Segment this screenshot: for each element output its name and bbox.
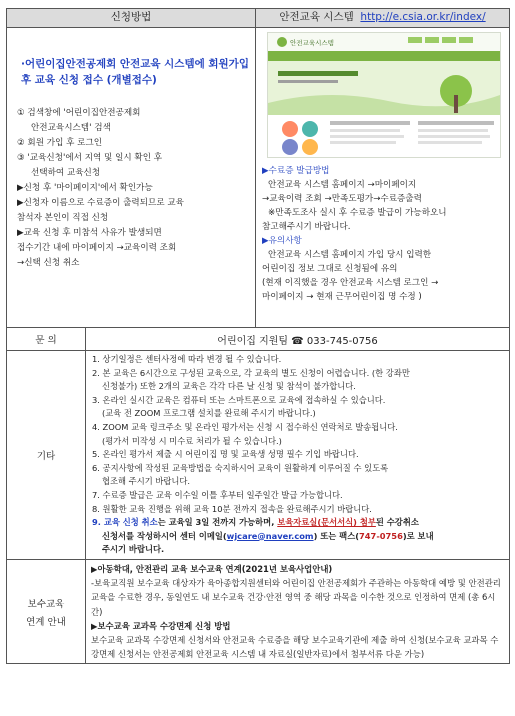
system-cell — [256, 28, 510, 328]
etc-item-sub: (교육 전 ZOOM 프로그램 설치를 완료해 주시기 바랍니다.) — [102, 408, 316, 419]
connect-row — [7, 559, 510, 663]
connect-title: ▶보수교육 교과목 수강면제 신청 방법 — [91, 620, 231, 631]
etc-cell — [86, 351, 510, 560]
connect-body: -보육교직원 보수교육 대상자가 육아종합지원센터와 어린이집 안전공제회가 주관하는 아동학대 예방 및 안전관리 교육을 수료한 경우, 동일연도 내 보수교육 건강·안전 영역 중 해당 과목을 이수한 것으로 인정하여 면제 (총 6시간) — [91, 578, 501, 617]
etc-item: 7. 수료증 발급은 교육 이수일 이틀 후부터 일주일간 발급 가능합니다. — [92, 489, 343, 500]
step-line: ▶교육 신청 후 미참석 사유가 발생되면 — [17, 228, 162, 238]
connect-label: 보수교육 연계 안내 — [7, 559, 86, 663]
etc-row — [7, 351, 510, 560]
step-line: 참석자 본인이 직접 신청 — [17, 213, 109, 223]
etc-item-sub: (평가서 미작성 시 미수료 처리가 될 수 있습니다.) — [102, 435, 282, 446]
site-logo-icon — [277, 37, 287, 47]
method-row — [7, 28, 510, 328]
header-row — [7, 9, 510, 28]
method-header: 신청방법 — [7, 9, 256, 28]
contact-row — [7, 328, 510, 351]
etc-item: 5. 온라인 평가서 제출 시 어린이집 명 및 교육생 성명 필수 기입 바랍니다. — [92, 449, 359, 460]
step-line: →신택 신청 취소 — [17, 258, 80, 268]
email-link[interactable]: wjcare@naver.com — [226, 530, 314, 541]
step-line: 선택하여 교육신청 — [31, 168, 101, 178]
connect-title: ▶아동학대, 안전관리 교육 보수교육 연계(2021년 보육사업안내) — [91, 563, 333, 574]
etc-item-cancel-sub: 주시기 바랍니다. — [102, 544, 165, 555]
step-line: ① 검색창에 '어린이집안전공제회 — [17, 108, 141, 118]
site-title: 안전교육시스템 — [289, 39, 334, 47]
etc-item: 3. 온라인 실시간 교육은 컴퓨터 또는 스마트폰으로 교육에 접속하실 수 있습니다. — [92, 394, 386, 405]
step-line: 안전교육시스템' 검색 — [31, 123, 111, 133]
system-screenshot-graphic — [268, 33, 500, 157]
step-line: ③ '교육신청'에서 지역 및 일시 확인 후 — [17, 153, 163, 163]
etc-item-sub: 신청불가) 또한 2개의 교육은 각각 다른 날 신청 및 참석이 불가합니다. — [102, 381, 356, 392]
step-list — [17, 106, 249, 271]
step-line: ▶신청자 이름으로 수료증이 출력되므로 교육 — [17, 198, 184, 208]
form-attachment-link[interactable]: 보육자료실(문서서식) 첨부 — [277, 517, 376, 528]
note-line: 마이페이지 → 현재 근무어린이집 명 수정 ) — [262, 292, 422, 302]
system-label: 안전교육 시스템 — [279, 11, 354, 23]
cert-line: 안전교육 시스템 홈페이지 →마이페이지 — [268, 180, 417, 190]
etc-item-cancel: 9. 교육 신청 취소는 교육일 3일 전까지 가능하며, 보육자료실(문서서식) 첨부된 수강취소 — [92, 517, 419, 528]
cert-line: →교육이력 조회 →만족도평가→수료증출력 — [262, 194, 422, 204]
system-url-link[interactable]: http://e.csia.or.kr/index/ — [360, 11, 486, 23]
step-line: ② 회원 가입 후 로그인 — [17, 138, 103, 148]
etc-item-cancel-sub: 신청서를 작성하시어 센터 이메일(wjcare@naver.com) 또는 팩스(747-0756)로 보내 — [102, 530, 434, 541]
etc-item-sub: 협조해 주시기 바랍니다. — [102, 476, 191, 487]
connect-body: 보수교육 교과목 수강면제 신청서와 안전교육 수료증을 해당 보수교육기관에 제출 하여 신청(보수교육 교과목 수강면제 신청서는 안전공제회 안전교육 시스템 내 자료실(일반자료)에서 첨부서류 다운 가능) — [91, 634, 499, 660]
method-headline: ·어린이집안전공제회 안전교육 시스템에 회원가입 후 교육 신청 접수 (개별접수) — [21, 58, 249, 86]
method-cell — [7, 28, 256, 328]
etc-item: 2. 본 교육은 6시간으로 구성된 교육으로, 각 교육의 별도 신청이 어렵습니다. (한 강좌만 — [92, 367, 410, 378]
connect-cell — [86, 559, 510, 663]
info-table — [6, 8, 510, 664]
etc-list — [86, 351, 509, 559]
etc-item: 4. ZOOM 교육 링크주소 및 온라인 평가서는 신청 시 접수하신 연락처로 발송됩니다. — [92, 421, 398, 432]
step-line: 접수기간 내에 마이페이지 →교육이력 조회 — [17, 243, 177, 253]
etc-item: 6. 공지사항에 작성된 교육방법을 숙지하시어 교육이 원활하게 이루어질 수 있도록 — [92, 462, 389, 473]
cert-line: ※만족도조사 실시 후 수료증 발급이 가능하오니 — [268, 208, 447, 218]
site-nav-bar — [268, 51, 500, 61]
note-title: ▶유의사항 — [262, 236, 302, 246]
note-line: 안전교육 시스템 홈페이지 가입 당시 입력한 — [268, 250, 432, 260]
notice-page — [6, 8, 509, 664]
cert-title: ▶수료증 발급방법 — [262, 166, 330, 176]
contact-label: 문 의 — [7, 328, 86, 351]
system-screenshot — [267, 32, 501, 158]
note-line: 어린이집 정보 그대로 신청됨에 유의 — [262, 264, 398, 274]
etc-label: 기타 — [7, 351, 86, 560]
cert-line: 참고해주시기 바랍니다. — [262, 222, 351, 232]
system-header — [256, 9, 510, 28]
etc-item: 1. 상기일정은 센터사정에 따라 변경 될 수 있습니다. — [92, 354, 282, 364]
contact-text: 어린이집 지원팀 ☎ 033-745-0756 — [86, 328, 510, 351]
etc-item: 8. 원활한 교육 진행을 위해 교육 10분 전까지 접속을 완료해주시기 바랍니다. — [92, 503, 372, 514]
note-line: (현재 이직했을 경우 안전교육 시스템 로그인 → — [262, 278, 439, 288]
step-line: ▶신청 후 '마이페이지'에서 확인가능 — [17, 183, 153, 193]
